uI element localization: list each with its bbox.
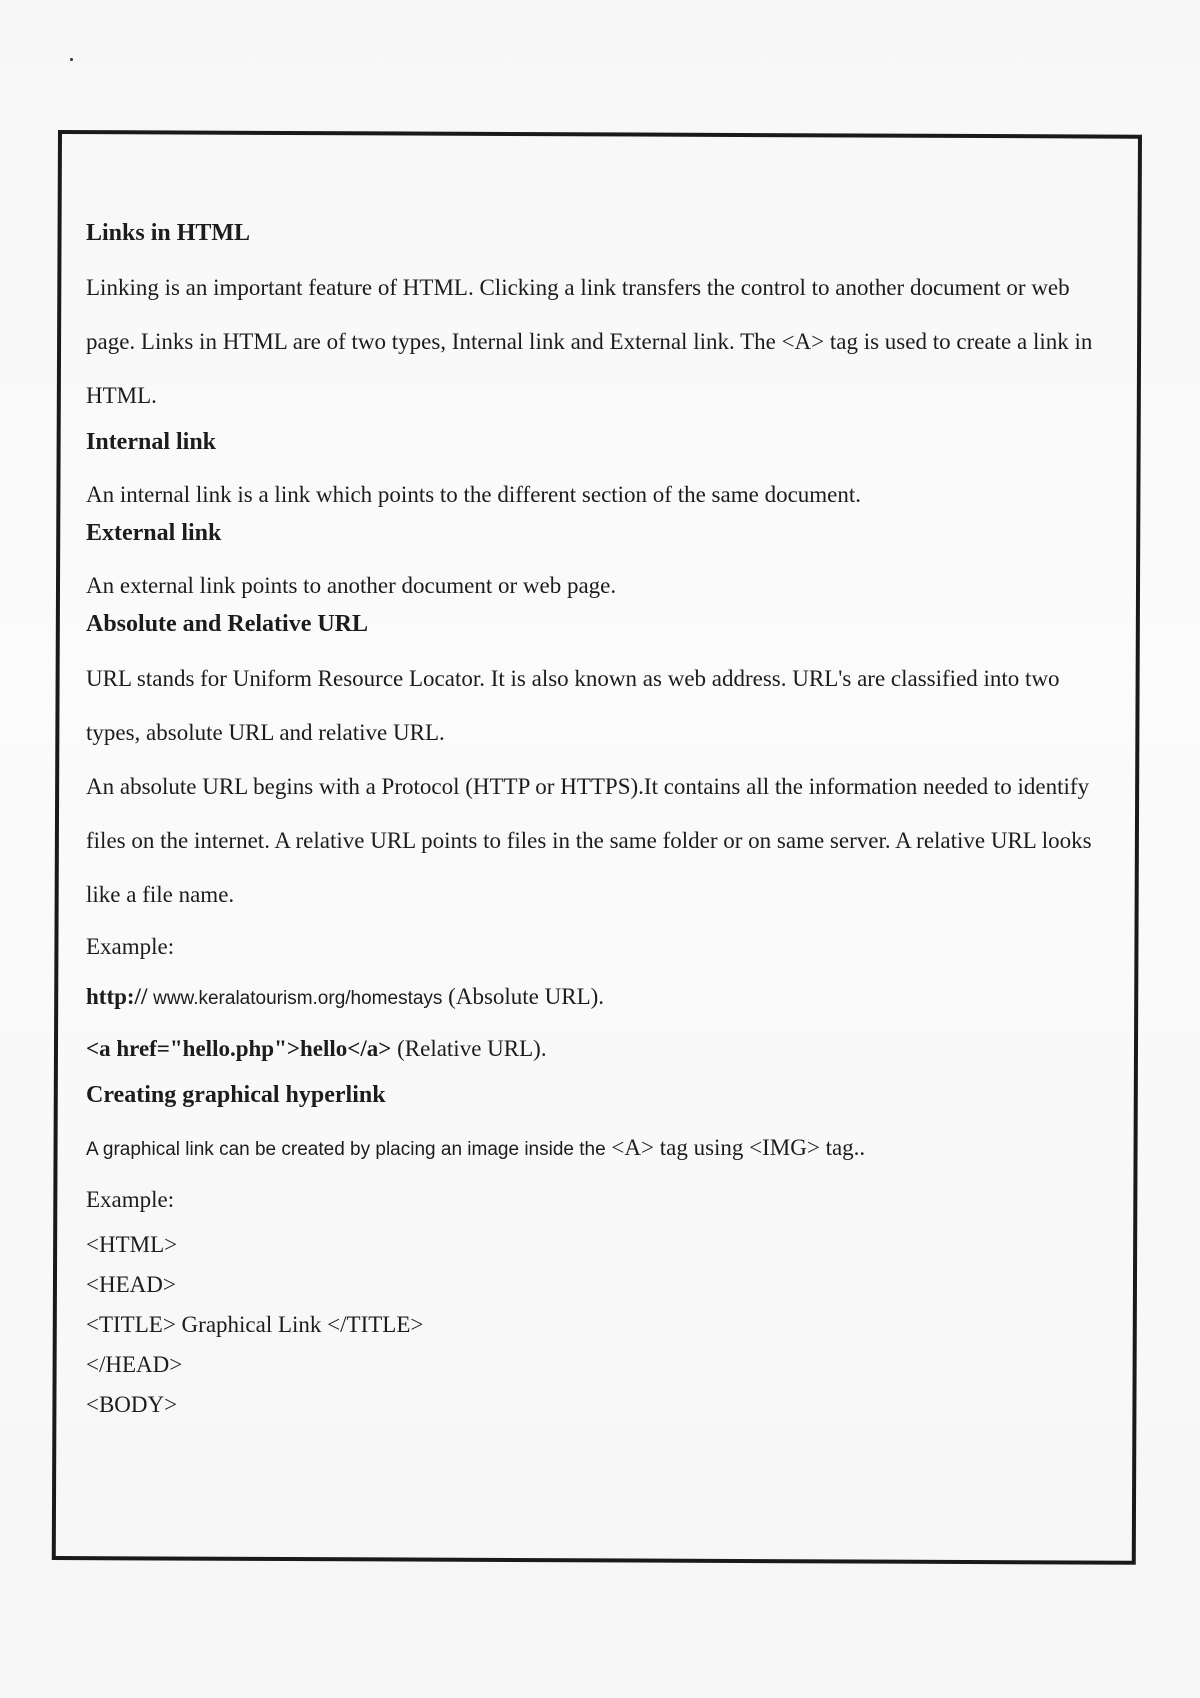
heading-graphical-hyperlink: Creating graphical hyperlink — [86, 1082, 386, 1108]
heading-external-link: External link — [86, 520, 222, 546]
graphical-text-end: <A> tag using <IMG> tag.. — [611, 1135, 866, 1160]
paragraph-url-definition: URL stands for Uniform Resource Locator. It is also known as web address. URL's are classified into two types, absolute URL and relative URL. — [86, 666, 1060, 745]
paragraph-graphical-link — [86, 1123, 1106, 1175]
document-body — [86, 220, 1106, 1425]
code-line: <BODY> — [86, 1392, 178, 1417]
code-line: <TITLE> Graphical Link </TITLE> — [86, 1312, 424, 1337]
absolute-url-example — [86, 972, 1106, 1024]
code-line: </HEAD> — [86, 1352, 183, 1377]
absolute-url-note: (Absolute URL). — [448, 984, 605, 1009]
speck-mark — [70, 58, 73, 61]
example-url: www.keralatourism.org/homestays — [153, 988, 443, 1009]
protocol-text: http:// — [86, 984, 148, 1009]
heading-links-in-html: Links in HTML — [86, 220, 251, 246]
relative-url-example — [86, 1024, 1106, 1074]
code-line: <HTML> — [86, 1232, 178, 1257]
paragraph-links: Linking is an important feature of HTML. Clicking a link transfers the control to another document or web page. Links in HTML are of two types, Internal link and External link. The <A> tag is used to create a link in HTML. — [86, 275, 1093, 408]
paragraph-internal-link: An internal link is a link which points to the different section of the same document. — [86, 482, 862, 507]
paragraph-external-link: An external link points to another document or web page. — [86, 573, 617, 598]
heading-internal-link: Internal link — [86, 429, 217, 455]
graphical-text-start: A graphical link can be created by placing an image inside the — [86, 1139, 606, 1160]
example-label: Example: — [86, 934, 175, 959]
relative-url-note: (Relative URL). — [397, 1036, 547, 1061]
paragraph-absolute-url: An absolute URL begins with a Protocol (HTTP or HTTPS).It contains all the information needed to identify files on the internet. A relative URL points to files in the same folder or on same server. A relative URL looks like a file name. — [86, 774, 1092, 907]
code-example — [86, 1225, 1106, 1425]
code-line: <HEAD> — [86, 1272, 176, 1297]
example-label-2: Example: — [86, 1187, 175, 1212]
relative-url-code: <a href="hello.php">hello</a> — [86, 1036, 392, 1061]
heading-absolute-relative-url: Absolute and Relative URL — [86, 611, 369, 637]
